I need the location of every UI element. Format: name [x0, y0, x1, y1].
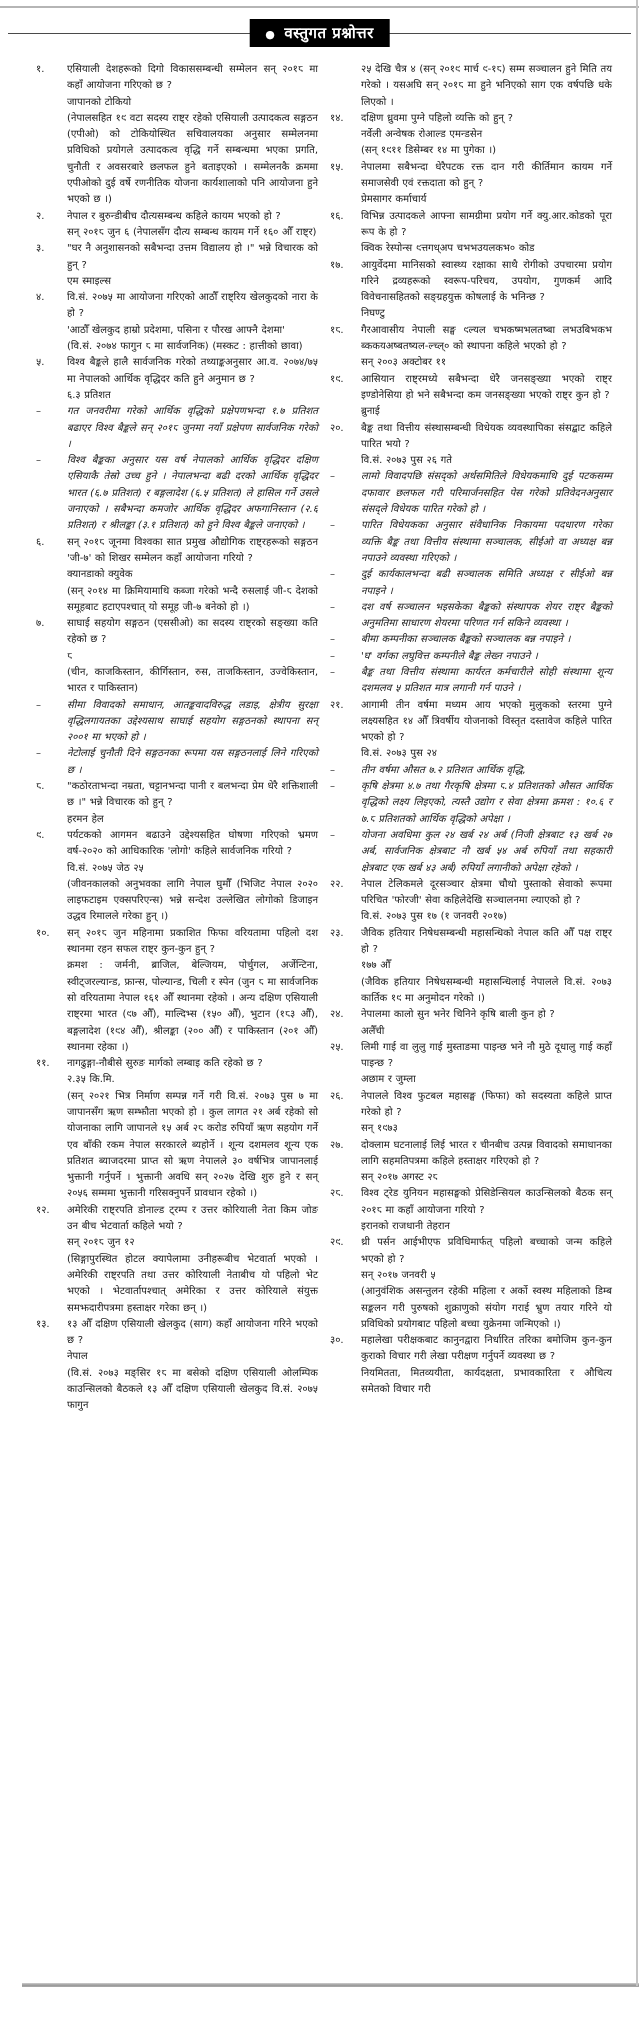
item-text: थ्री पर्सन आईभीएफ प्रविधिमार्फत् पहिलो बच्चाको जन्म कहिले भएको हो ? [361, 1237, 612, 1265]
item-text: विश्व बैङ्कका अनुसार यस वर्ष नेपालको आर्थिक वृद्धिदर दक्षिण एसियाकै तेस्रो उच्च हुने । नेपालभन्दा बढी दरको आर्थिक वृद्धिदर भारत (६.७ प्रतिशत) र बङ्गलादेश (६.५ प्रतिशत) ले हासिल गर्ने उसले जनाएको । सबैभन्दा कमजोर आर्थिक वृद्धिदर अफगानिस्तान (२.६ प्रतिशत) र श्रीलङ्का (३.१ प्रतिशत) को हुने विश्व बैङ्कले जनाएको । [67, 455, 318, 532]
item-text: 'आठौँ खेलकुद हाम्रो प्रदेशमा, पसिना र पौरख आफ्नै देशमा' [67, 324, 285, 336]
item-text: पर्यटकको आगमन बढाउने उद्देश्यसहित घोषणा गरिएको भ्रमण वर्ष-२०२० को आधिकारिक 'लोगो' कहिले सार्वजनिक गरियो ? [67, 829, 318, 858]
item-text: वि.सं. २०७३ पुस १७ (१ जनवरी २०१७) [361, 911, 507, 923]
item-text: सन् २०१८ जुन ६ (नेपालसँग दौत्य सम्बन्ध कायम गर्ने १६० औँ राष्ट्र) [67, 226, 317, 238]
qa-row [330, 62, 612, 111]
item-text: (जीवनकालको अनुभवका लागि नेपाल घुमौँ (भिजिट नेपाल २०२० लाइफटाइम एक्सपरिएन्स) भन्ने सन्देश उल्लेखित लोगोको डिजाइन उद्धव रिमालले गरेका हुन् ।) [67, 878, 318, 923]
qa-row [330, 1268, 612, 1284]
item-text: दोक्लाम घटनालाई लिई भारत र चीनबीच उत्पन्न विवादको समाधानका लागि सहमतिपत्रमा कहिले हस्ताक्षर गरिएको हो ? [361, 1139, 612, 1167]
item-number: – [330, 781, 335, 793]
item-number [330, 143, 361, 159]
item-number [330, 1284, 361, 1333]
item-text: नेपाल र बुरुन्डीबीच दौत्यसम्बन्ध कहिले कायम भएको हो ? [67, 210, 281, 222]
item-text: 'घ' वर्गका लघुवित्त कम्पनीले बैङ्क लेख्न नपाउने । [361, 650, 538, 662]
qa-row [330, 600, 612, 633]
item-number [36, 1072, 67, 1088]
qa-row [36, 355, 318, 388]
item-text: योजना अवधिमा कुल २४ खर्ब २४ अर्ब (निजी क्षेत्रबाट १३ खर्ब २७ अर्ब, सार्वजनिक क्षेत्रबाट नौ खर्ब ५४ अर्ब रुपियाँ तथा सहकारी क्षेत्रबाट एक खर्ब ४३ अर्ब) रुपियाँ लगानीको अपेक्षा रहेको । [361, 829, 612, 874]
item-text: (सन् २०१४ मा क्रिमियामाथि कब्जा गरेको भन्दै रुसलाई जी-८ देशको समूहबाट हटाएपश्चात् यो समूह जी-७ बनेको हो ।) [67, 585, 318, 613]
item-number: – [330, 601, 335, 613]
item-number [330, 1121, 361, 1137]
item-number [36, 388, 67, 404]
item-text: विश्व बैङ्कले हालै सार्वजनिक गरेको तथ्याङ्कअनुसार आ.व. २०७४/७५ मा नेपालको आर्थिक वृद्धिदर कति हुने अनुमान छ ? [67, 357, 318, 385]
qa-row [330, 1366, 612, 1399]
item-number [36, 877, 67, 926]
qa-row [36, 209, 318, 225]
item-number [330, 127, 361, 143]
item-text: (चीन, काजकिस्तान, कीर्गिस्तान, रुस, ताजकिस्तान, उज्वेकिस्तान, भारत र पाकिस्तान) [67, 666, 318, 695]
item-number: ५. [36, 357, 45, 369]
item-text: महालेखा परीक्षकबाट कानुनद्वारा निर्धारित तरिका बमोजिम कुन-कुन कुराको विचार गरी लेखा परीक्षण गर्नुपर्ने व्यवस्था छ ? [361, 1335, 612, 1363]
item-text: पारित विधेयकका अनुसार संवैधानिक निकायमा पदधारण गरेका व्यक्ति बैङ्क तथा वित्तीय संस्थामा सञ्चालक, सीईओ वा अध्यक्ष बन्न नपाउने व्यवस्था गरिएको । [361, 520, 612, 564]
item-text: वि.सं. २०७३ पुस २४ [361, 748, 437, 760]
item-text: (वि.सं. २०७३ मङ्सिर १८ मा बसेको दक्षिण एसियाली ओलम्पिक काउन्सिलको बैठकले १३ औँ दक्षिण एसियाली खेलकुद वि.सं. २०७५ फागुन [67, 1367, 318, 1412]
qa-row [36, 404, 318, 453]
qa-row [330, 209, 612, 242]
item-number: २. [36, 210, 45, 222]
item-number [330, 1072, 361, 1088]
item-text: दुई कार्यकालभन्दा बढी सञ्चालक समिति अध्यक्ष र सीईओ बन्न नपाइने । [361, 569, 612, 597]
item-text: अछाम र जुम्ला [361, 1074, 416, 1086]
item-number: ७. [36, 618, 45, 630]
item-text: (जैविक हतियार निषेधसम्बन्धी महासन्धिलाई नेपालले वि.सं. २०७३ कार्तिक १९ मा अनुमोदन गरेको ।) [361, 976, 612, 1004]
qa-row [36, 339, 318, 355]
item-text: "घर नै अनुशासनको सबैभन्दा उत्तम विद्यालय हो ।" भन्ने विचारक को हुन् ? [67, 243, 318, 271]
qa-row [36, 241, 318, 274]
item-text: (सन् १९११ डिसेम्बर १४ मा पुगेका ।) [361, 145, 497, 157]
item-number [36, 95, 67, 111]
right-edge-rule [636, 0, 638, 1986]
item-number: २८. [330, 1188, 344, 1200]
item-number: १. [36, 64, 45, 75]
item-number [330, 355, 361, 371]
item-number: ३०. [330, 1335, 344, 1347]
qa-row [330, 404, 612, 420]
qa-row [36, 388, 318, 404]
item-text: सन् २०१७ जनवरी ५ [361, 1269, 436, 1281]
item-text: सन् २०१७ अगस्ट २८ [361, 1172, 438, 1184]
qa-row [330, 127, 612, 143]
item-text: गत जनवरीमा गरेको आर्थिक वृद्धिको प्रक्षेपणभन्दा १.७ प्रतिशत बढाएर विश्व बैङ्कले सन् २०१८ जुनमा नयाँ प्रक्षेपण सार्वजनिक गरेको । [67, 406, 318, 450]
item-text: निघण्टु [361, 308, 385, 320]
item-text: नेपालमा कालो सुन भनेर चिनिने कृषि बाली कुन हो ? [361, 1009, 555, 1021]
item-text: विश्व ट्रेड युनियन महासङ्घको प्रेसिडेन्सियल काउन्सिलको बैठक सन् २०१८ मा कहाँ आयोजना गरियो ? [361, 1188, 612, 1216]
item-text: क्रमश : जर्मनी, ब्राजिल, बेल्जियम, पोर्चुगल, अर्जेन्टिना, स्वीट्जरल्यान्ड, फ्रान्स, पोल्यान्ड, चिली र स्पेन (जुन ८ मा सार्वजनिक सो वरियतामा नेपाल १६१ औँ स्थानमा रहेको । अन्य दक्षिण एसियाली राष्ट्रमा भारत (९७ औँ), माल्दिभ्स (१५० औँ), भुटान (१८३ औँ), बङ्गलादेश (१९४ औँ), श्रीलङ्का (२०० औँ) र पाकिस्तान (२०१ औँ) स्थानमा रहेका ।) [67, 960, 318, 1053]
item-number: – [330, 520, 335, 532]
item-number [330, 404, 361, 420]
item-number [330, 192, 361, 208]
item-number: १७. [330, 259, 344, 271]
item-number: ६. [36, 536, 45, 548]
item-text: वि.सं. २०७५ मा आयोजना गरिएको आठौँ राष्ट्रिय खेलकुदको नारा के हो ? [67, 292, 318, 320]
qa-row [330, 909, 612, 925]
qa-row [36, 877, 318, 926]
item-text: बैङ्क तथा वित्तीय संस्थासम्बन्धी विधेयक व्यवस्थापिका संसद्बाट कहिले पारित भयो ? [361, 422, 612, 450]
qa-row [36, 746, 318, 779]
qa-row [330, 1235, 612, 1268]
item-number [36, 649, 67, 665]
item-text: हरमन हेल [67, 813, 104, 825]
item-number: १०. [36, 927, 50, 939]
item-text: ८ [67, 650, 73, 662]
qa-row [36, 812, 318, 828]
item-number [36, 1089, 67, 1203]
item-text: इरानको राजधानी तेहरान [361, 1221, 450, 1233]
item-number [330, 62, 361, 111]
item-number: २९. [330, 1237, 344, 1249]
qa-row [36, 1349, 318, 1365]
qa-row [36, 1089, 318, 1203]
qa-row [36, 1056, 318, 1072]
qa-row [36, 290, 318, 323]
item-text: तीन वर्षमा औसत ७.२ प्रतिशत आर्थिक वृद्धि, [361, 764, 526, 776]
item-text: सन् २०१८ जुन महिनामा प्रकाशित फिफा वरियतामा पहिलो दश स्थानमा रहन सफल राष्ट्र कुन-कुन हुन् ? [67, 927, 318, 956]
item-number: ४. [36, 292, 45, 304]
top-rule [0, 6, 639, 8]
item-number [36, 861, 67, 877]
qa-row [36, 828, 318, 861]
item-number: ९. [36, 829, 45, 841]
item-number: २४. [330, 1009, 344, 1021]
item-text: १७७ औँ [361, 960, 391, 972]
qa-row [36, 958, 318, 1056]
qa-row [36, 584, 318, 617]
item-text: कृषि क्षेत्रमा ४.७ तथा गैरकृषि क्षेत्रमा ८.४ प्रतिशतको औसत आर्थिक वृद्धिको लक्ष्य लिइएको, त्यस्तै उद्योग र सेवा क्षेत्रमा क्रमश : १०.६ र ७.८ प्रतिशतको आर्थिक वृद्धिको अपेक्षा । [361, 781, 612, 825]
item-text: क्यानडाको क्युवेक [67, 569, 133, 581]
qa-row [330, 453, 612, 469]
item-number [36, 339, 67, 355]
item-text: जापानको टोकियो [67, 96, 132, 108]
item-number: १४. [330, 112, 344, 124]
item-text: "कठोरताभन्दा नम्रता, चट्टानभन्दा पानी र बलभन्दा प्रेम धेरै शक्तिशाली छ ।" भन्ने विचारक को हुन् ? [67, 781, 318, 809]
item-number: – [330, 650, 335, 662]
qa-row [36, 926, 318, 959]
item-text: वि.सं. २०७५ जेठ २५ [67, 862, 144, 874]
qa-row [330, 763, 612, 779]
qa-row [36, 665, 318, 698]
item-text: १३ औँ दक्षिण एसियाली खेलकुद (साग) कहाँ आयोजना गरिने भएको छ ? [67, 1318, 318, 1347]
qa-row [330, 355, 612, 371]
item-text: प्रेमसागर कर्माचार्य [361, 194, 427, 206]
qa-row [330, 323, 612, 356]
qa-row [330, 665, 612, 698]
item-text: सन् १९७३ [361, 1123, 398, 1135]
item-number [330, 975, 361, 1008]
item-text: लिमी गाई वा लुलु गाई मुस्ताङमा पाइन्छ भने नौ मुठे दूधालु गाई कहाँ पाइन्छ ? [361, 1041, 612, 1070]
item-number: ३. [36, 243, 45, 255]
item-number: १८. [330, 324, 344, 336]
item-text: (आनुवंशिक असन्तुलन रहेकी महिला र अर्को स्वस्थ महिलाको डिम्ब सङ्कलन गरी पुरुषको शुक्राणुको संयोग गराई भ्रुण तयार गरिने यो प्रविधिको प्रयोगबाट पहिलो बच्चा युक्रेनमा जन्मिएको ।) [361, 1286, 612, 1330]
item-number: – [330, 666, 335, 678]
qa-row [330, 1170, 612, 1186]
item-number: – [330, 764, 335, 776]
item-number: – [36, 406, 41, 418]
item-number: ८. [36, 781, 45, 793]
item-text: बीमा कम्पनीका सञ्चालक बैङ्कको सञ्चालक बन्न नपाइने । [361, 634, 571, 646]
qa-row [330, 632, 612, 648]
qa-row [330, 975, 612, 1008]
qa-row [330, 779, 612, 828]
item-text: (नेपालसहित १९ वटा सदस्य राष्ट्र रहेको एसियाली उत्पादकत्व सङ्गठन (एपीओ) को टोकियोस्थित सचिवालयका अनुसार सम्मेलनमा प्रविधिको प्रयोगले उत्पादकत्व वृद्धि गर्ने सम्बन्धमा भएका प्रगति, चुनौती र अवसरबारे छलफल हुने बताइएको । सम्मेलनकै क्रममा एपीओको दुई वर्षे रणनीतिक योजना कार्यशालाको पनि आयोजना हुने भएको छ ।) [67, 112, 318, 206]
item-number [36, 225, 67, 241]
qa-row [330, 926, 612, 959]
item-number: – [330, 829, 335, 841]
left-column [36, 62, 318, 1415]
item-number [36, 1235, 67, 1251]
qa-row [330, 469, 612, 518]
item-text: सीमा विवादको समाधान, आतङ्कवादविरुद्ध लडाइ, क्षेत्रीय सुरक्षा वृद्धिलगायतका उद्देश्यसाथ साघाई सहयोग सङ्गठनको स्थापना सन् २००१ मा भएको हो । [67, 699, 318, 744]
section-title: वस्तुगत प्रश्नोत्तर [284, 24, 374, 42]
item-text: साघाई सहयोग सङ्गठन (एससीओ) का सदस्य राष्ट्रको सङ्ख्या कति रहेको छ ? [67, 618, 318, 646]
item-number [36, 323, 67, 339]
item-text: दश वर्ष सञ्चालन भइसकेका बैङ्कको संस्थापक शेयर राष्ट्र बैङ्कको अनुमतिमा साधारण शेयरमा परिणत गर्न सकिने व्यवस्था । [361, 601, 612, 630]
qa-row [36, 649, 318, 665]
item-text: सन् २००३ अक्टोबर ११ [361, 357, 447, 369]
qa-row [330, 1007, 612, 1023]
item-text: अलैँची [361, 1025, 385, 1037]
qa-row [36, 1203, 318, 1236]
qa-row [330, 111, 612, 127]
item-text: गैरआवासीय नेपाली सङ्घ ९ल्यल चभकष्मभलतष्बा लभउबिभकभ ब्ककयअष्बतष्यल-ल्च्ल्० को स्थापना कहिले भएको हो ? [361, 324, 612, 353]
item-number: २०. [330, 422, 344, 434]
qa-row [330, 421, 612, 454]
item-text: आयुर्वेदमा मानिसको स्वास्थ्य रक्षाका साथै रोगीको उपचारमा प्रयोग गरिने द्रव्यहरूको स्वरूप-परिचय, उपयोग, गुणकर्म आदि विवेचनासहितको सङ्ग्रहयुक्त कोषलाई के भनिन्छ ? [361, 259, 612, 304]
item-text: क्विक रेस्पोन्स ९त्तगध्अप चभभउयलकभ० कोड [361, 243, 535, 255]
qa-row [330, 160, 612, 193]
qa-row [36, 274, 318, 290]
item-number [330, 1170, 361, 1186]
item-text: विभिन्न उत्पादकले आफ्ना सामग्रीमा प्रयोग गर्ने क्यु.आर.कोडको पूरा रूप के हो ? [361, 210, 612, 238]
item-text: ब्रुनाई [361, 406, 380, 418]
qa-row [330, 958, 612, 974]
qa-row [330, 1089, 612, 1122]
qa-row [330, 877, 612, 910]
item-number: २२. [330, 878, 344, 890]
qa-row [330, 241, 612, 257]
item-number: १२. [36, 1204, 50, 1216]
qa-row [36, 1366, 318, 1415]
qa-row [330, 1138, 612, 1171]
item-number [36, 1349, 67, 1365]
item-number: – [36, 455, 41, 467]
qa-row [36, 111, 318, 209]
qa-row [36, 616, 318, 649]
item-number [330, 958, 361, 974]
right-column [330, 62, 612, 1398]
item-text: आसियान राष्ट्रमध्ये सबैभन्दा धेरै जनसङ्ख्या भएको राष्ट्र इण्डोनेसिया हो भने सबैभन्दा कम जनसङ्ख्या भएको राष्ट्र कुन हो ? [361, 373, 612, 401]
qa-row [330, 1072, 612, 1088]
content-columns [36, 62, 612, 1415]
qa-row [330, 143, 612, 159]
qa-row [36, 779, 318, 812]
qa-row [330, 1040, 612, 1073]
item-number: १३. [36, 1318, 50, 1330]
qa-row [36, 62, 318, 95]
qa-row [330, 649, 612, 665]
item-text: नेपाल [67, 1351, 88, 1363]
item-text: (सन् २०२१ भित्र निर्माण सम्पन्न गर्ने गरी वि.सं. २०७३ पुस ७ मा जापानसँग ऋण सम्झौता भएको हो । कुल लागत २१ अर्ब रहेको सो योजनाका लागि जापानले १५ अर्ब २८ करोड रुपियाँ ऋण सहयोग गर्ने एव बाँकी रकम नेपाल सरकारले ब्यहोर्ने । शून्य दशमलव शून्य एक प्रतिशत ब्याजदरमा प्राप्त सो ऋण नेपालले ३० वर्षभित्र जापानलाई भुक्तानी गर्नुपर्ने । भुक्तानी अवधि सन् २०२७ देखि शुरु हुने र सन् २०५६ सम्ममा भुक्तानी गरिसक्नुपर्ने प्रावधान रहेको ।) [67, 1090, 318, 1200]
item-number [330, 909, 361, 925]
item-number: – [36, 699, 41, 711]
item-number: – [330, 471, 335, 483]
item-text: वि.सं. २०७३ पुस २६ गते [361, 455, 452, 467]
qa-row [36, 698, 318, 747]
item-number [36, 111, 67, 209]
qa-row [36, 1072, 318, 1088]
qa-row [36, 323, 318, 339]
item-number: २६. [330, 1090, 344, 1102]
item-number [36, 567, 67, 583]
bottom-rule [22, 1983, 639, 1987]
qa-row [330, 567, 612, 600]
item-number [330, 453, 361, 469]
section-title-banner [249, 19, 390, 47]
item-number: – [36, 748, 41, 760]
qa-row [330, 372, 612, 405]
item-number [330, 1268, 361, 1284]
item-number [330, 1366, 361, 1399]
item-number: २५. [330, 1041, 344, 1053]
qa-row [36, 225, 318, 241]
item-text: आगामी तीन वर्षमा मध्यम आय भएको मुलुकको स्तरमा पुग्ने लक्ष्यसहित १४ औँ त्रिवर्षीय योजनाको विस्तृत दस्तावेज कहिले पारित भएको हो ? [361, 699, 612, 744]
item-number [36, 812, 67, 828]
item-number: – [330, 569, 335, 581]
item-number [36, 1252, 67, 1317]
item-text: नेपालमा सबैभन्दा धेरैपटक रक्त दान गरी कीर्तिमान कायम गर्ने समाजसेवी एवं रक्तदाता को हुन् ? [361, 161, 612, 190]
item-text: नर्वेली अन्वेषक रोआल्ड एमन्डसेन [361, 129, 483, 141]
qa-row [36, 1252, 318, 1317]
item-number [36, 958, 67, 1056]
item-text: बैङ्क तथा वित्तीय संस्थामा कार्यरत कर्मचारीले सोही संस्थामा शून्य दशमलव ५ प्रतिशत मात्र लगानी गर्न पाउने । [361, 666, 612, 695]
qa-row [330, 1024, 612, 1040]
item-number: १५. [330, 161, 344, 173]
qa-row [330, 1121, 612, 1137]
qa-row [36, 453, 318, 534]
item-number: – [330, 634, 335, 646]
item-text: नेपालले विश्व फुटबल महासङ्घ (फिफा) को सदस्यता कहिले प्राप्त गरेको हो ? [361, 1090, 612, 1118]
qa-row [36, 535, 318, 568]
qa-row [36, 567, 318, 583]
item-text: नेपाल टेलिकमले दूरसञ्चार क्षेत्रमा चौथो पुस्ताको सेवाको रूपमा परिचित 'फोरजी' सेवा कहिलेदेखि सञ्चालनमा ल्याएको हो ? [361, 878, 612, 907]
item-text: ६.३ प्रतिशत [67, 389, 111, 401]
qa-row [330, 828, 612, 877]
item-number: २१. [330, 699, 344, 711]
qa-row [330, 192, 612, 208]
item-text: एम स्माइल्स [67, 275, 111, 287]
item-number [330, 1219, 361, 1235]
item-number [330, 241, 361, 257]
item-number [36, 665, 67, 698]
qa-row [330, 1333, 612, 1366]
item-number: २३. [330, 927, 344, 939]
item-number [330, 306, 361, 322]
qa-row [36, 1317, 318, 1350]
item-text: नागढुङ्गा-नौबीसे सुरुङ मार्गको लम्बाइ कति रहेको छ ? [67, 1058, 263, 1070]
qa-row [330, 746, 612, 762]
qa-row [36, 95, 318, 111]
item-text: (सिङ्गापुरस्थित होटल क्यापेलामा उनीहरूबीच भेटवार्ता भएको । अमेरिकी राष्ट्रपति तथा उत्तर कोरियाली नेताबीच यो पहिलो भेट भएको । भेटवार्तापश्चात् अमेरिका र उत्तर कोरियाले संयुक्त समझदारीपत्रमा हस्ताक्षर गरेका छन् ।) [67, 1253, 318, 1314]
qa-row [330, 698, 612, 747]
item-text: सन् २०१८ जुन १२ [67, 1237, 135, 1249]
item-text: जैविक हतियार निषेधसम्बन्धी महासन्धिको नेपाल कति औँ पक्ष राष्ट्र हो ? [361, 927, 612, 956]
item-number [36, 584, 67, 617]
qa-row [36, 861, 318, 877]
item-number: २७. [330, 1139, 344, 1151]
item-number: ११. [36, 1058, 50, 1070]
item-number [36, 274, 67, 290]
item-text: दक्षिण ध्रुवमा पुग्ने पहिलो व्यक्ति को हुन् ? [361, 112, 513, 124]
item-text: २५ देखि चैत्र ४ (सन् २०१९ मार्च ९-१८) सम्म सञ्चालन हुने मिति तय गरेको । यसअघि सन् २०१८ मा हुने भनिएको साग एक वर्षपछि धके लिएको । [361, 64, 612, 108]
qa-row [330, 1186, 612, 1219]
item-number [330, 1024, 361, 1040]
qa-row [330, 1284, 612, 1333]
qa-row [36, 1235, 318, 1251]
item-text: एसियाली देशहरूको दिगो विकाससम्बन्धी सम्मेलन सन् २०१८ मा कहाँ आयोजना गरिएको छ ? [67, 64, 318, 92]
item-text: अमेरिकी राष्ट्रपति डोनाल्ड ट्रम्प र उत्तर कोरियाली नेता किम जोङ उन बीच भेटवार्ता कहिले भयो ? [67, 1204, 318, 1233]
item-text: लामो विवादपछि संसद्को अर्थसमितिले विधेयकमाथि दुई पटकसम्म दफावार छलफल गरी परिमार्जनसहित पेस गरेको प्रतिवेदनअनुसार संसद्ले विधेयक पारित गरेको हो । [361, 471, 612, 516]
item-text: सन् २०१८ जूनमा विश्वका सात प्रमुख औद्योगिक राष्ट्रहरूको सङ्गठन 'जी-७' को शिखर सम्मेलन कहाँ आयोजना गरियो ? [67, 536, 318, 564]
qa-row [330, 518, 612, 567]
item-number: १६. [330, 210, 344, 222]
item-text: नियमितता, मितव्ययीता, कार्यदक्षता, प्रभावकारिता र औचित्य समेतको विचार गरी [361, 1367, 612, 1396]
item-text: नेटोलाई चुनौती दिने सङ्गठनका रूपमा यस सङ्गठनलाई लिने गरिएको छ । [67, 748, 318, 776]
bullet-icon: ● [265, 27, 276, 41]
item-number [36, 1366, 67, 1415]
item-text: (वि.सं. २०७४ फागुन ८ मा सार्वजनिक) (मस्कट : हात्तीको छावा) [67, 341, 303, 353]
item-text: २.३५ कि.मि. [67, 1074, 115, 1086]
qa-row [330, 1219, 612, 1235]
qa-row [330, 258, 612, 307]
item-number [330, 746, 361, 762]
item-number: १९. [330, 373, 344, 385]
qa-row [330, 306, 612, 322]
